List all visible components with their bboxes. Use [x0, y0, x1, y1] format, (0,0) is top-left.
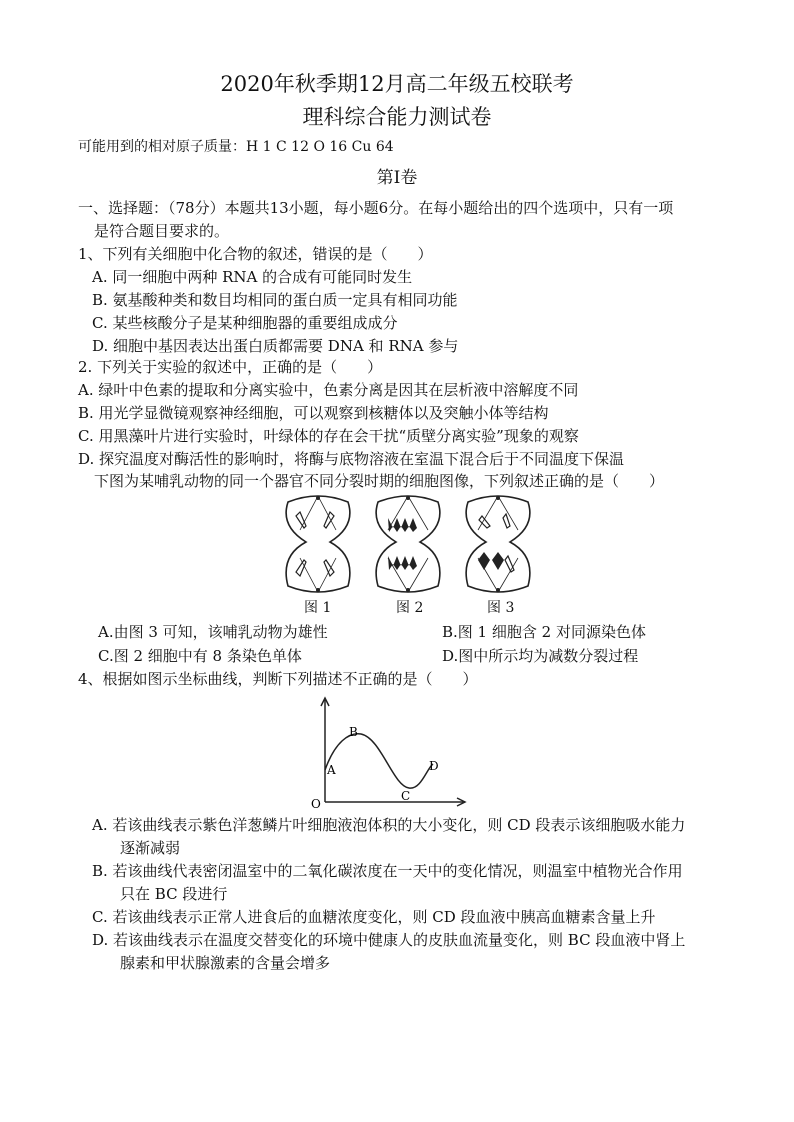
q3-option-d: D.图中所示均为减数分裂过程 [442, 647, 639, 665]
q4-option-a-line1: A. 若该曲线表示紫色洋葱鳞片叶细胞液泡体积的大小变化，则 CD 段表示该细胞吸水能力 [92, 816, 686, 834]
q4-option-a-line2: 逐渐减弱 [120, 839, 181, 857]
figure-label-3: 图 3 [487, 600, 515, 616]
q1-option-a: A. 同一细胞中两种 RNA 的合成有可能同时发生 [92, 268, 413, 286]
graph-label-c: C [401, 789, 411, 803]
q2-stem: 2. 下列关于实验的叙述中，正确的是（ ） [78, 358, 383, 376]
q1-option-b: B. 氨基酸种类和数目均相同的蛋白质一定具有相同功能 [92, 291, 458, 309]
q4-stem: 4、根据如图示坐标曲线，判断下列描述不正确的是（ ） [78, 670, 478, 688]
q3-option-b: B.图 1 细胞含 2 对同源染色体 [442, 623, 646, 641]
cell-division-figure [270, 490, 560, 610]
graph-label-origin: O [311, 797, 321, 810]
coordinate-curve-graph [305, 692, 475, 810]
q3-stem: 下图为某哺乳动物的同一个器官不同分裂时期的细胞图像，下列叙述正确的是（ ） [94, 472, 665, 490]
q1-option-d: D. 细胞中基因表达出蛋白质都需要 DNA 和 RNA 参与 [92, 337, 459, 355]
exam-title: 2020年秋季期12月高二年级五校联考 [220, 72, 574, 96]
figure-label-1: 图 1 [304, 600, 332, 616]
q1-stem: 1、下列有关细胞中化合物的叙述，错误的是（ ） [78, 245, 433, 263]
q3-option-c: C.图 2 细胞中有 8 条染色单体 [98, 647, 302, 665]
q2-option-b: B. 用光学显微镜观察神经细胞，可以观察到核糖体以及突触小体等结构 [78, 404, 549, 422]
q1-option-c: C. 某些核酸分子是某种细胞器的重要组成成分 [92, 314, 398, 332]
section-intro-line2: 是符合题目要求的。 [94, 222, 230, 240]
q4-option-c: C. 若该曲线表示正常人进食后的血糖浓度变化，则 CD 段血液中胰高血糖素含量上升 [92, 908, 656, 926]
atomic-mass-note: 可能用到的相对原子质量：H 1 C 12 O 16 Cu 64 [78, 139, 394, 155]
q3-option-a: A.由图 3 可知，该哺乳动物为雄性 [98, 623, 328, 641]
q4-option-d-line2: 腺素和甲状腺激素的含量会增多 [120, 954, 331, 972]
section-intro-line1: 一、选择题：（78分）本题共13小题，每小题6分。在每小题给出的四个选项中，只有一项 [78, 199, 674, 217]
q2-option-d: D. 探究温度对酶活性的影响时，将酶与底物溶液在室温下混合后于不同温度下保温 [78, 450, 625, 468]
graph-curve [325, 734, 433, 788]
graph-label-a: A [327, 763, 336, 777]
q4-option-b-line1: B. 若该曲线代表密闭温室中的二氧化碳浓度在一天中的变化情况，则温室中植物光合作用 [92, 862, 683, 880]
exam-subtitle: 理科综合能力测试卷 [302, 105, 492, 129]
q4-option-b-line2: 只在 BC 段进行 [120, 885, 228, 903]
graph-label-b: B [349, 725, 358, 739]
figure-label-2: 图 2 [396, 600, 424, 616]
q2-option-a: A. 绿叶中色素的提取和分离实验中，色素分离是因其在层析液中溶解度不同 [78, 381, 579, 399]
graph-label-d: D [429, 759, 439, 773]
volume-heading: 第Ⅰ卷 [376, 168, 418, 188]
q2-option-c: C. 用黑藻叶片进行实验时，叶绿体的存在会干扰“质壁分离实验”现象的观察 [78, 427, 579, 445]
q4-option-d-line1: D. 若该曲线表示在温度交替变化的环境中健康人的皮肤血流量变化，则 BC 段血液中肾上 [92, 931, 686, 949]
